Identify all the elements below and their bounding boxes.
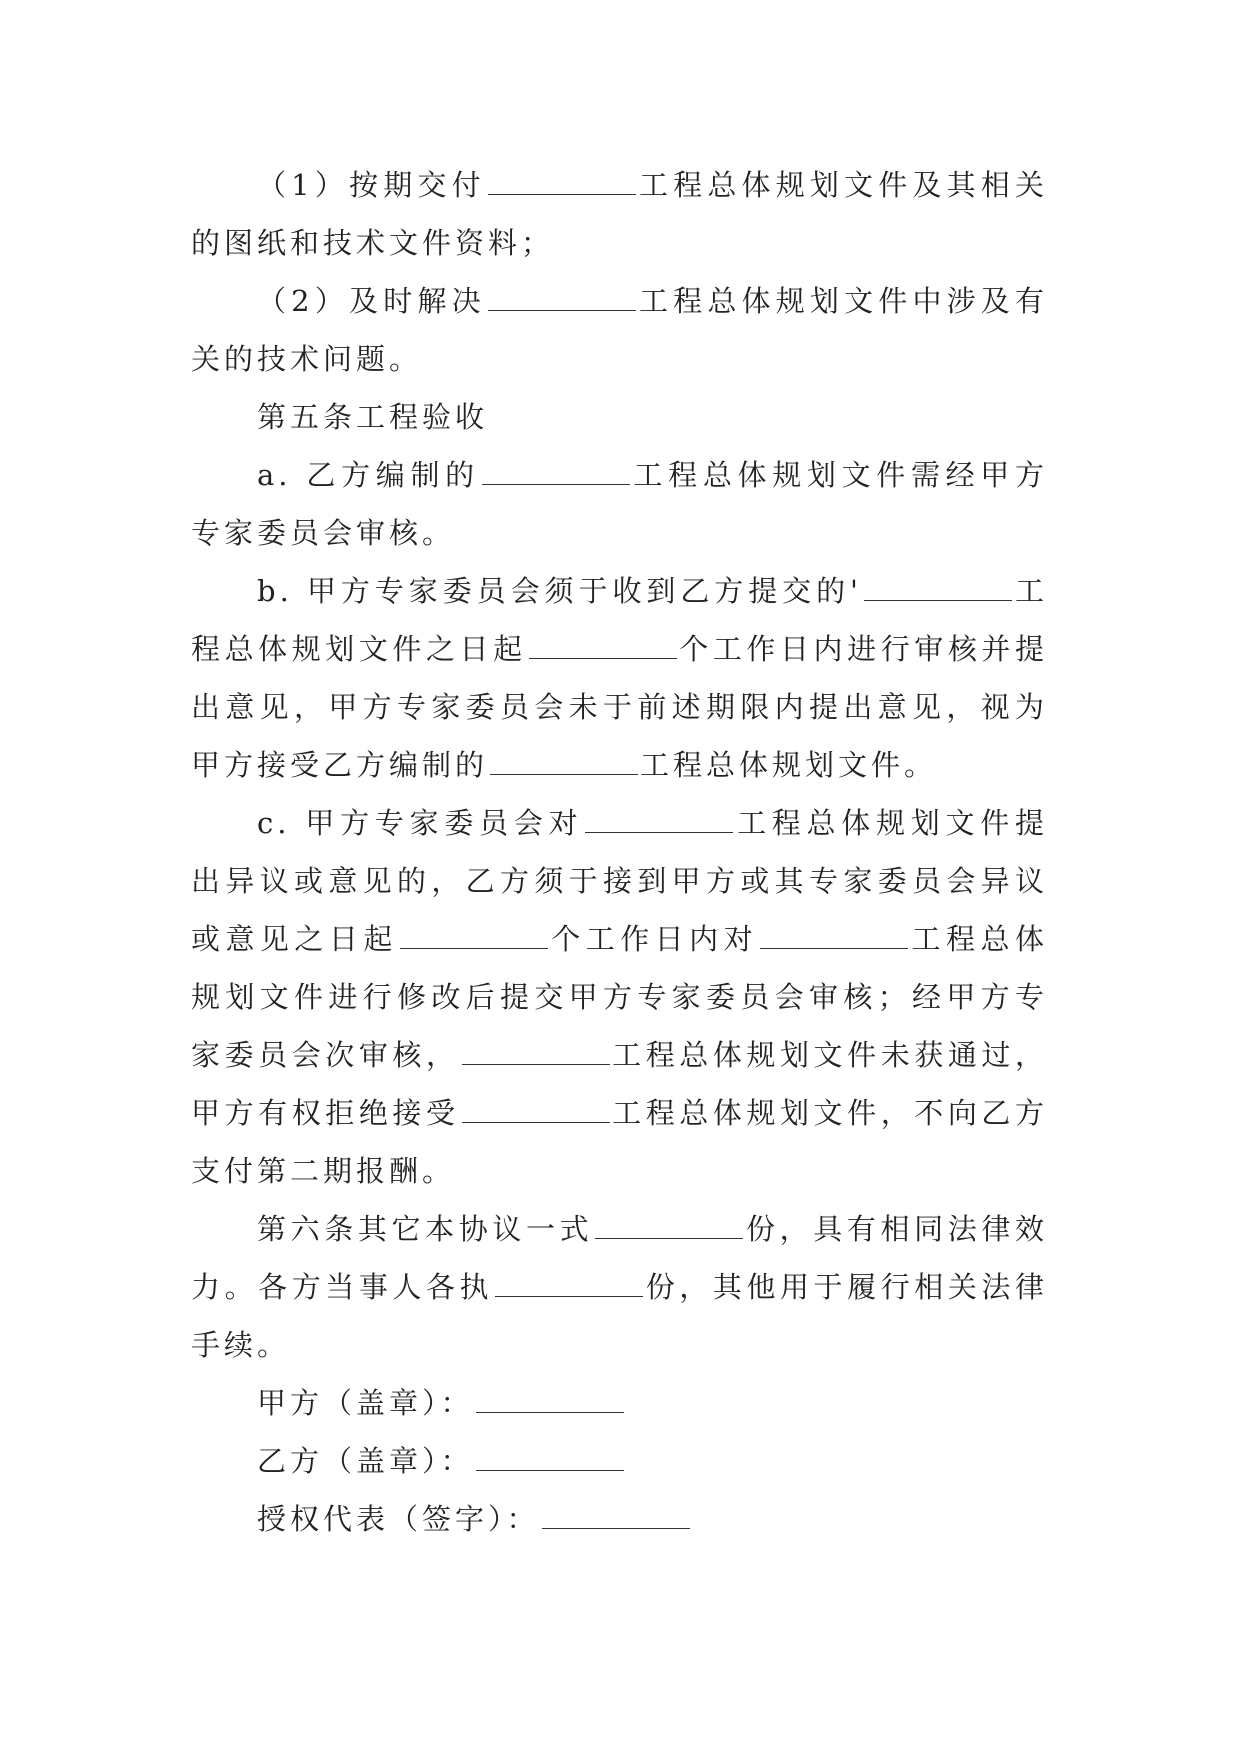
fill-in-blank [462, 1042, 610, 1065]
article-5-clause-b [191, 562, 1048, 794]
fill-in-blank [488, 288, 636, 311]
paragraph-text: c. 甲方专家委员会对 [257, 806, 584, 840]
paragraph-text: 工程总体规划文件之日起 [191, 574, 1048, 666]
paragraph-text: 工程总体规划文件提出异议或意见的，乙方须于接到甲方或其专家委员会异议或意见之日起 [191, 806, 1048, 956]
paragraph-text: 工程总体规划文件中涉及有关的技术问题。 [191, 284, 1048, 376]
paragraph-text: （2）及时解决 [257, 284, 486, 318]
fill-in-blank [482, 462, 630, 485]
clause-item-1 [191, 156, 1048, 272]
paragraph-text: 甲方（盖章）： [257, 1386, 474, 1420]
paragraph-text: a. 乙方编制的 [257, 458, 480, 492]
clause-item-2 [191, 272, 1048, 388]
fill-in-blank [490, 752, 638, 775]
paragraph-text: 个工作日内对 [549, 922, 759, 956]
fill-in-blank [542, 1506, 690, 1529]
fill-in-blank [462, 1100, 610, 1123]
paragraph-text: 工程总体规划文件未获通过，甲方有权拒绝接受 [191, 1038, 1048, 1130]
article-6 [191, 1200, 1048, 1374]
article-5-heading [191, 388, 1048, 446]
fill-in-blank [864, 578, 1012, 601]
paragraph-text: 工程总体规划文件及其相关的图纸和技术文件资料； [191, 168, 1048, 260]
fill-in-blank [488, 172, 636, 195]
fill-in-blank [760, 926, 908, 949]
article-5-clause-a [191, 446, 1048, 562]
fill-in-blank [595, 1216, 743, 1239]
paragraph-text: b. 甲方专家委员会须于收到乙方提交的' [257, 574, 863, 608]
paragraph-text: （1）按期交付 [257, 168, 486, 202]
paragraph-text: 工程总体规划文件需经甲方专家委员会审核。 [191, 458, 1048, 550]
paragraph-text: 乙方（盖章）： [257, 1444, 474, 1478]
article-5-clause-c [191, 794, 1048, 1200]
document-body [191, 156, 1048, 1548]
paragraph-text: 第六条其它本协议一式 [257, 1212, 594, 1246]
paragraph-text: 工程总体规划文件，不向乙方支付第二期报酬。 [191, 1096, 1048, 1188]
paragraph-text: 工程总体规划文件。 [640, 748, 938, 782]
fill-in-blank [529, 636, 677, 659]
signature-party-b [191, 1432, 1048, 1490]
fill-in-blank [476, 1390, 624, 1413]
signature-authorized-rep [191, 1490, 1048, 1548]
paragraph-text: 授权代表（签字）： [257, 1502, 540, 1536]
fill-in-blank [495, 1274, 643, 1297]
signature-party-a [191, 1374, 1048, 1432]
paragraph-text: 第五条工程验收 [257, 400, 489, 434]
fill-in-blank [476, 1448, 624, 1471]
paragraph-text: 工程总体规划文件进行修改后提交甲方专家委员会审核；经甲方专家委员会次审核， [191, 922, 1048, 1072]
paragraph-text: 份，其他用于履行相关法律手续。 [191, 1270, 1048, 1362]
paragraph-text: 个工作日内进行审核并提出意见，甲方专家委员会未于前述期限内提出意见，视为甲方接受乙方编制的 [191, 632, 1048, 782]
fill-in-blank [400, 926, 548, 949]
paragraph-text: 份，具有相同法律效力。各方当事人各执 [191, 1212, 1048, 1304]
fill-in-blank [585, 810, 733, 833]
